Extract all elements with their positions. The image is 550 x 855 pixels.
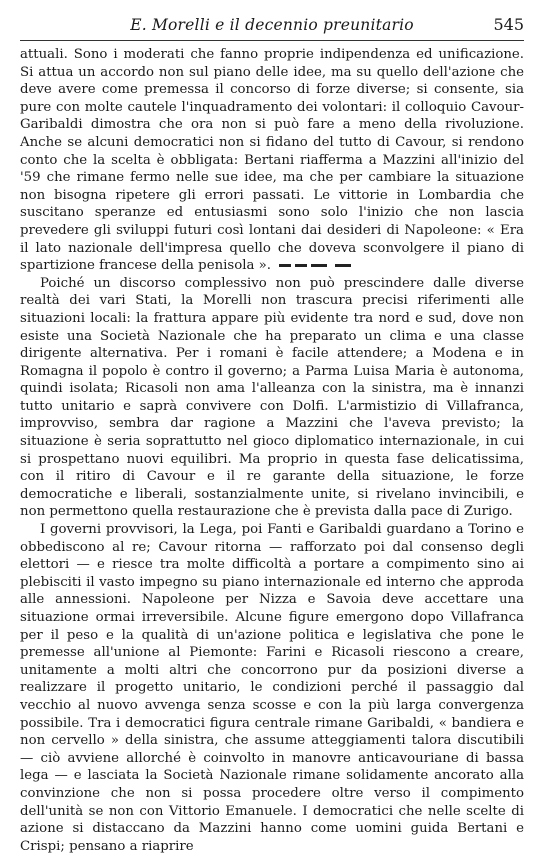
paragraph-3: I governi provvisori, la Lega, poi Fanti e Garibaldi guardano a Torino e obbediscono al re; Cavour ritorna — rafforzato poi dal consenso degli elettori — e riesce tra molte difficoltà a portare a compimento sino ai plebisciti il vasto impegno su piano internazionale ed interno che approda alle annessioni. Napoleone per Nizza e Savoia deve accettare una situazione ormai irreversibile. Alcune figure emergono dopo Villafranca per il peso e la qualità di un'azione politica e legislativa che pone le premesse all'unione al Piemonte: Farini e Ricasoli riescono a creare, unitamente a molti altri che concorrono pur da posizioni diverse a realizzare il progetto unitario, le condizioni perché il passaggio dal vecchio al nuovo avvenga senza scosse e con la più larga convergenza possibile. Tra i democratici figura centrale rimane Garibaldi, « bandiera e non cervello » della sinistra, che assume atteggiamenti talora discutibili — ciò avviene allorché è coinvolto in manovre anticavouriane di bassa lega — e lasciata la Società Nazionale rimane solidamente ancorato alla convinzione che non si possa procedere oltre verso il compimento dell'unità se non con Vittorio Emanuele. I democratici che nelle scelte di azione si distaccano da Mazzini hanno come uomini guida Bertani e Crispi; pensano a riaprire [20,522,524,854]
paragraph-2: Poiché un discorso complessivo non può prescindere dalle diverse realtà dei vari Stati, la Morelli non trascura precisi riferimenti alle situazioni locali: la frattura appare più evidente tra nord e sud, dove non esiste una Società Nazionale che ha preparato un clima e una classe dirigente alternativa. Per i romani è facile attendere; a Modena e in Romagna il popolo è contro il governo; a Parma Luisa Maria è autonoma, quindi isolata; Ricasoli non ama l'alleanza con la sinistra, ma è innanzi tutto unitario e saprà convivere con Dolfi. L'armistizio di Villafranca, improvviso, sembra dar ragione a Mazzini che l'aveva previsto; la situazione è seria soprattutto nel gioco diplomatico internazionale, in cui si prospettano nuovi equilibri. Ma proprio in questa fase delicatissima, con il ritiro di Cavour e il re garante della situazione, le forze democratiche e liberali, sostanzialmente unite, si rivelano invincibili, e non permettono quella restaurazione che è prevista dalla pace di Zurigo. [20,275,524,520]
page-number: 545 [493,15,524,34]
section-divider-mark [279,264,351,267]
body-text [20,46,524,855]
running-title: E. Morelli e il decennio preunitario [130,16,414,34]
paragraph-1 [20,46,524,275]
running-header [20,10,524,41]
paragraph-1-text: attuali. Sono i moderati che fanno proprie indipendenza ed unificazione. Si attua un accordo non sul piano delle idee, ma su quello dell'azione che deve avere come premessa il concorso di forze diverse; si consente, sia pure con molte cautele l'inquadramento dei volontari: il colloquio Cavour-Garibaldi dimostra che ora non si può fare a meno della rivoluzione. Anche se alcuni democratici non si fidano del tutto di Cavour, si rendono conto che la scelta è obbligata: Bertani riafferma a Mazzini all'inizio del '59 che rimane fermo nelle sue idee, ma che per cambiare la situazione non bisogna ripetere gli errori passati. Le vittorie in Lombardia che suscitano speranze ed entusiasmi sono solo l'inizio che non lascia prevedere gli sviluppi futuri così lontani dai desideri di Napoleone: « Era il lato nazionale dell'impresa quello che doveva sconvolgere il piano di spartizione francese della penisola ». [20,47,524,274]
